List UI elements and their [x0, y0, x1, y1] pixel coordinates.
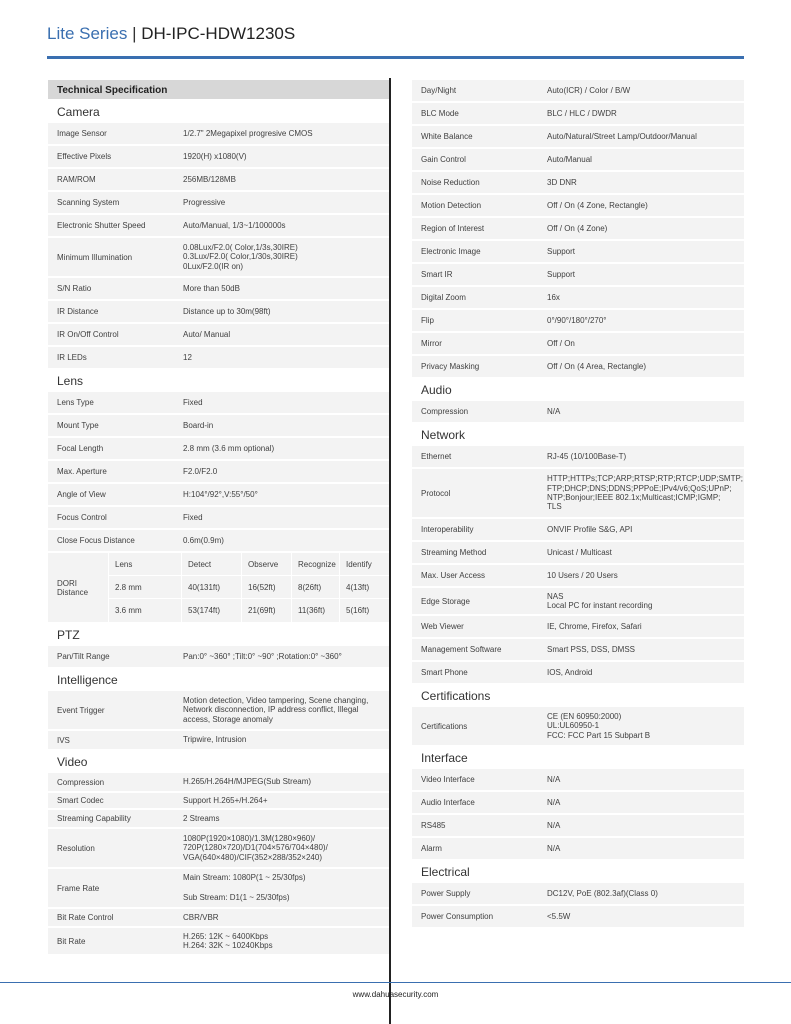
spec-value: RJ-45 (10/100Base-T) [547, 451, 627, 461]
spec-value: 10 Users / 20 Users [547, 570, 618, 580]
spec-value: Smart PSS, DSS, DMSS [547, 644, 636, 654]
spec-row-digital-zoom [412, 287, 744, 310]
spec-value-line: 0.08Lux/F2.0( Color,1/3s,30IRE) [183, 243, 298, 253]
spec-row-rs485 [412, 815, 744, 838]
spec-row-resolution [48, 829, 391, 869]
spec-value-line: Main Stream: 1080P(1 ~ 25/30fps) [183, 873, 306, 882]
spec-key: Ethernet [421, 452, 452, 461]
spec-key: Max. User Access [421, 571, 486, 580]
spec-value: 1920(H) x1080(V) [183, 151, 247, 161]
spec-key: BLC Mode [421, 109, 459, 118]
spec-row-certifications [412, 707, 744, 747]
spec-value-line: H.265: 12K ~ 6400Kbps [183, 931, 269, 941]
section-camera: Camera [48, 101, 391, 123]
spec-value [545, 592, 652, 611]
spec-row-bit-rate-control [48, 909, 391, 928]
spec-value: N/A [547, 820, 561, 830]
spec-value [181, 868, 306, 908]
product-model: DH-IPC-HDW1230S [141, 24, 296, 43]
dori-cell: 8(26ft) [291, 576, 339, 598]
spec-value [181, 932, 273, 951]
left-spec-column [48, 80, 391, 956]
dori-row [108, 599, 391, 622]
spec-row-compression [48, 773, 391, 793]
spec-key: Day/Night [421, 86, 457, 95]
spec-value [545, 474, 743, 511]
spec-row-ir-control [48, 324, 391, 347]
spec-value: 256MB/128MB [183, 174, 236, 184]
spec-value [181, 243, 298, 271]
spec-key: Edge Storage [421, 596, 470, 606]
spec-key: Streaming Capability [57, 814, 131, 823]
spec-row-ivs [48, 731, 391, 751]
spec-value-line: Sub Stream: D1(1 ~ 25/30fps) [183, 893, 290, 902]
spec-value: 12 [183, 352, 192, 362]
dori-cell: 21(69ft) [241, 599, 291, 622]
spec-row-electronic-image [412, 241, 744, 264]
spec-row-interoperability [412, 519, 744, 542]
spec-value-line: VGA(640×480)/CIF(352×288/352×240) [183, 852, 322, 862]
spec-value: ONVIF Profile S&G, API [547, 524, 633, 534]
spec-value: Off / On (4 Zone, Rectangle) [547, 200, 648, 210]
spec-row-motion-detection [412, 195, 744, 218]
spec-key: IVS [57, 735, 70, 745]
spec-value: Auto/Manual [547, 154, 592, 164]
section-ptz: PTZ [48, 624, 391, 646]
spec-key: Power Consumption [421, 912, 494, 921]
spec-value: Auto/Natural/Street Lamp/Outdoor/Manual [547, 131, 697, 141]
spec-row-sn-ratio [48, 278, 391, 301]
dori-cell: 4(13ft) [339, 576, 391, 598]
dori-cell: Lens [108, 553, 181, 575]
spec-value: 0.6m(0.9m) [183, 535, 224, 545]
spec-value: DC12V, PoE (802.3af)(Class 0) [547, 888, 658, 898]
header-rule [47, 56, 744, 59]
dori-row [108, 576, 391, 599]
spec-row-audio-interface [412, 792, 744, 815]
spec-row-edge-storage [412, 588, 744, 616]
spec-key: Gain Control [421, 155, 466, 164]
spec-key: Privacy Masking [421, 362, 480, 371]
spec-key: Close Focus Distance [57, 536, 135, 545]
spec-value-line: CE (EN 60950:2000) [547, 712, 622, 722]
spec-key: Smart Phone [421, 668, 468, 677]
spec-row-smart-ir [412, 264, 744, 287]
spec-value: Support H.265+/H.264+ [183, 795, 268, 805]
spec-value: Board-in [183, 420, 214, 430]
spec-row-management-software [412, 639, 744, 662]
spec-key: RAM/ROM [57, 175, 96, 184]
spec-key: IR LEDs [57, 353, 87, 362]
dori-cell: Observe [241, 553, 291, 575]
spec-key: Protocol [421, 488, 451, 498]
section-electrical: Electrical [412, 861, 744, 883]
section-lens: Lens [48, 370, 391, 392]
spec-value-line: access, Storage anomaly [183, 714, 273, 724]
spec-row-lens-type [48, 392, 391, 415]
spec-value: 2 Streams [183, 813, 220, 823]
spec-value: N/A [547, 406, 561, 416]
spec-value: Auto(ICR) / Color / B/W [547, 85, 631, 95]
spec-value [545, 712, 650, 740]
spec-row-alarm [412, 838, 744, 861]
spec-value-line: NTP;Bonjour;IEEE 802.1x;Multicast;ICMP;IGMP; [547, 493, 721, 502]
spec-value: Off / On (4 Zone) [547, 223, 608, 233]
spec-row-power-consumption [412, 906, 744, 929]
spec-key: Scanning System [57, 198, 120, 207]
spec-value: 16x [547, 292, 560, 302]
spec-value: <5.5W [547, 911, 571, 921]
spec-row-effective-pixels [48, 146, 391, 169]
spec-value: Auto/ Manual [183, 329, 231, 339]
spec-row-streaming-capability [48, 810, 391, 829]
product-series: Lite Series [47, 24, 128, 43]
spec-key: Electronic Image [421, 247, 481, 256]
spec-key: Compression [57, 777, 105, 787]
spec-value: Auto/Manual, 1/3~1/100000s [183, 220, 286, 230]
column-divider [389, 78, 391, 1024]
dori-cell: 3.6 mm [108, 599, 181, 622]
spec-row-focus-control [48, 507, 391, 530]
spec-key: Resolution [57, 843, 95, 853]
spec-value: Fixed [183, 397, 203, 407]
spec-value: Unicast / Multicast [547, 547, 612, 557]
spec-row-smart-phone [412, 662, 744, 685]
spec-key: Frame Rate [57, 883, 100, 893]
section-intelligence: Intelligence [48, 669, 391, 691]
section-certifications: Certifications [412, 685, 744, 707]
dori-cell: 53(174ft) [181, 599, 241, 622]
spec-value-line: Network disconnection, IP address conflict, Illegal [183, 705, 359, 715]
spec-row-audio-compression [412, 401, 744, 424]
spec-key: Angle of View [57, 490, 106, 499]
spec-key: Mirror [421, 339, 442, 348]
dori-grid [108, 553, 391, 622]
spec-key: Event Trigger [57, 705, 105, 715]
spec-value-line: HTTP;HTTPs;TCP;ARP;RTSP;RTP;RTCP;UDP;SMTP; [547, 474, 744, 484]
footer-rule [0, 982, 791, 983]
spec-key: Pan/Tilt Range [57, 652, 110, 661]
spec-value-line: H.264: 32K ~ 10240Kbps [183, 941, 273, 950]
spec-key: Lens Type [57, 398, 94, 407]
spec-key: Management Software [421, 645, 502, 654]
spec-value: More than 50dB [183, 283, 240, 293]
spec-value: IOS, Android [547, 667, 593, 677]
spec-row-day-night [412, 80, 744, 103]
technical-specification-heading: Technical Specification [48, 80, 391, 101]
spec-value-line: UL:UL60950-1 [547, 721, 600, 731]
spec-row-noise-reduction [412, 172, 744, 195]
spec-value: Fixed [183, 512, 203, 522]
spec-value: F2.0/F2.0 [183, 466, 218, 476]
spec-row-flip [412, 310, 744, 333]
spec-key: Digital Zoom [421, 293, 466, 302]
spec-key: Bit Rate Control [57, 913, 114, 922]
spec-key: Focus Control [57, 513, 107, 522]
spec-key: S/N Ratio [57, 284, 92, 293]
spec-key: Power Supply [421, 889, 471, 898]
spec-key: Motion Detection [421, 201, 482, 210]
spec-row-white-balance [412, 126, 744, 149]
dori-label: DORI Distance [57, 578, 89, 597]
spec-row-video-interface [412, 769, 744, 792]
spec-key: IR On/Off Control [57, 330, 119, 339]
right-spec-column [412, 80, 744, 929]
spec-value: IE, Chrome, Firefox, Safari [547, 621, 642, 631]
spec-key: Flip [421, 316, 434, 325]
spec-row-blc-mode [412, 103, 744, 126]
header-separator: | [132, 24, 137, 43]
spec-key: White Balance [421, 132, 473, 141]
spec-key: RS485 [421, 821, 446, 830]
spec-value: Support [547, 246, 576, 256]
spec-row-power-supply [412, 883, 744, 906]
spec-row-region-of-interest [412, 218, 744, 241]
spec-value: 1/2.7" 2Megapixel progresive CMOS [183, 128, 313, 138]
spec-value: 3D DNR [547, 177, 577, 187]
spec-key: Certifications [421, 721, 468, 731]
spec-key: Noise Reduction [421, 178, 480, 187]
dori-cell: Identify [339, 553, 391, 575]
spec-row-privacy-masking [412, 356, 744, 379]
section-network: Network [412, 424, 744, 446]
section-interface: Interface [412, 747, 744, 769]
page-header [47, 24, 295, 44]
dori-cell: 40(131ft) [181, 576, 241, 598]
spec-value: Off / On [547, 338, 575, 348]
spec-row-bit-rate [48, 928, 391, 956]
footer-url[interactable]: www.dahuasecurity.com [352, 990, 439, 999]
spec-key: Compression [421, 407, 469, 416]
spec-key: Focal Length [57, 444, 104, 453]
spec-row-gain-control [412, 149, 744, 172]
spec-row-event-trigger [48, 691, 391, 731]
spec-row-frame-rate [48, 869, 391, 909]
spec-key: Smart Codec [57, 796, 104, 805]
spec-key: Bit Rate [57, 936, 86, 946]
spec-row-scanning-system [48, 192, 391, 215]
spec-value-line: 1080P(1920×1080)/1.3M(1280×960)/ [183, 834, 316, 844]
spec-value-line: Local PC for instant recording [547, 601, 653, 610]
dori-distance-table [48, 553, 391, 624]
spec-value: 2.8 mm (3.6 mm optional) [183, 443, 275, 453]
spec-row-streaming-method [412, 542, 744, 565]
dori-cell: 11(36ft) [291, 599, 339, 622]
spec-value: CBR/VBR [183, 912, 219, 922]
spec-row-shutter-speed [48, 215, 391, 238]
section-video: Video [48, 751, 391, 773]
spec-key: Web Viewer [421, 622, 464, 631]
spec-key: IR Distance [57, 307, 99, 316]
spec-row-max-user-access [412, 565, 744, 588]
spec-value: Off / On (4 Area, Rectangle) [547, 361, 647, 371]
spec-key: Interoperability [421, 525, 474, 534]
spec-row-image-sensor [48, 123, 391, 146]
spec-value: BLC / HLC / DWDR [547, 108, 617, 118]
spec-value-line: 0Lux/F2.0(IR on) [183, 261, 244, 271]
spec-row-mount-type [48, 415, 391, 438]
spec-key: Electronic Shutter Speed [57, 221, 146, 230]
spec-row-protocol [412, 469, 744, 519]
spec-value: Progressive [183, 197, 226, 207]
spec-value: Support [547, 269, 576, 279]
spec-value-line: TLS [547, 502, 562, 512]
spec-value: H:104°/92°,V:55°/50° [183, 489, 258, 499]
spec-key: Smart IR [421, 270, 453, 279]
spec-value-line: FTP;DHCP;DNS;DDNS;PPPoE;IPv4/v6;QoS;UPnP; [547, 483, 732, 493]
spec-row-mirror [412, 333, 744, 356]
dori-header-row [108, 553, 391, 576]
spec-key: Minimum Illumination [57, 252, 133, 262]
spec-value: 0°/90°/180°/270° [547, 315, 607, 325]
dori-cell: Detect [181, 553, 241, 575]
spec-value-line: 0.3Lux/F2.0( Color,1/30s,30IRE) [183, 252, 298, 262]
spec-value: Tripwire, Intrusion [183, 735, 247, 745]
spec-key: Video Interface [421, 775, 475, 784]
spec-key: Max. Aperture [57, 467, 107, 476]
spec-key: Mount Type [57, 421, 99, 430]
spec-row-smart-codec [48, 793, 391, 810]
spec-row-minimum-illumination [48, 238, 391, 278]
spec-value-line: FCC: FCC Part 15 Subpart B [547, 730, 651, 740]
spec-key: Audio Interface [421, 798, 475, 807]
spec-key: Image Sensor [57, 129, 107, 138]
spec-row-angle-of-view [48, 484, 391, 507]
spec-value-line: Motion detection, Video tampering, Scene changing, [183, 696, 369, 706]
spec-row-close-focus-distance [48, 530, 391, 553]
spec-value: Pan:0° ~360° ;Tilt:0° ~90° ;Rotation:0° ~360° [183, 651, 342, 661]
dori-cell: Recognize [291, 553, 339, 575]
spec-row-pan-tilt-range [48, 646, 391, 669]
dori-cell: 16(52ft) [241, 576, 291, 598]
spec-row-focal-length [48, 438, 391, 461]
spec-row-ethernet [412, 446, 744, 469]
dori-cell: 2.8 mm [108, 576, 181, 598]
spec-row-ir-leds [48, 347, 391, 370]
spec-key: Region of Interest [421, 224, 485, 233]
spec-key: Streaming Method [421, 548, 487, 557]
spec-value: Distance up to 30m(98ft) [183, 306, 271, 316]
spec-value: N/A [547, 797, 561, 807]
spec-value: N/A [547, 774, 561, 784]
spec-row-max-aperture [48, 461, 391, 484]
spec-key: Effective Pixels [57, 152, 112, 161]
spec-value: N/A [547, 843, 561, 853]
spec-row-ir-distance [48, 301, 391, 324]
dori-cell: 5(16ft) [339, 599, 391, 622]
spec-value [181, 696, 368, 724]
spec-value-line: NAS [547, 591, 564, 601]
spec-key: Alarm [421, 844, 442, 853]
spec-value [181, 834, 328, 862]
spec-value: H.265/H.264H/MJPEG(Sub Stream) [183, 777, 312, 787]
spec-value-line: 720P(1280×720)/D1(704×576/704×480)/ [183, 843, 328, 853]
section-audio: Audio [412, 379, 744, 401]
spec-row-web-viewer [412, 616, 744, 639]
spec-row-ram-rom [48, 169, 391, 192]
